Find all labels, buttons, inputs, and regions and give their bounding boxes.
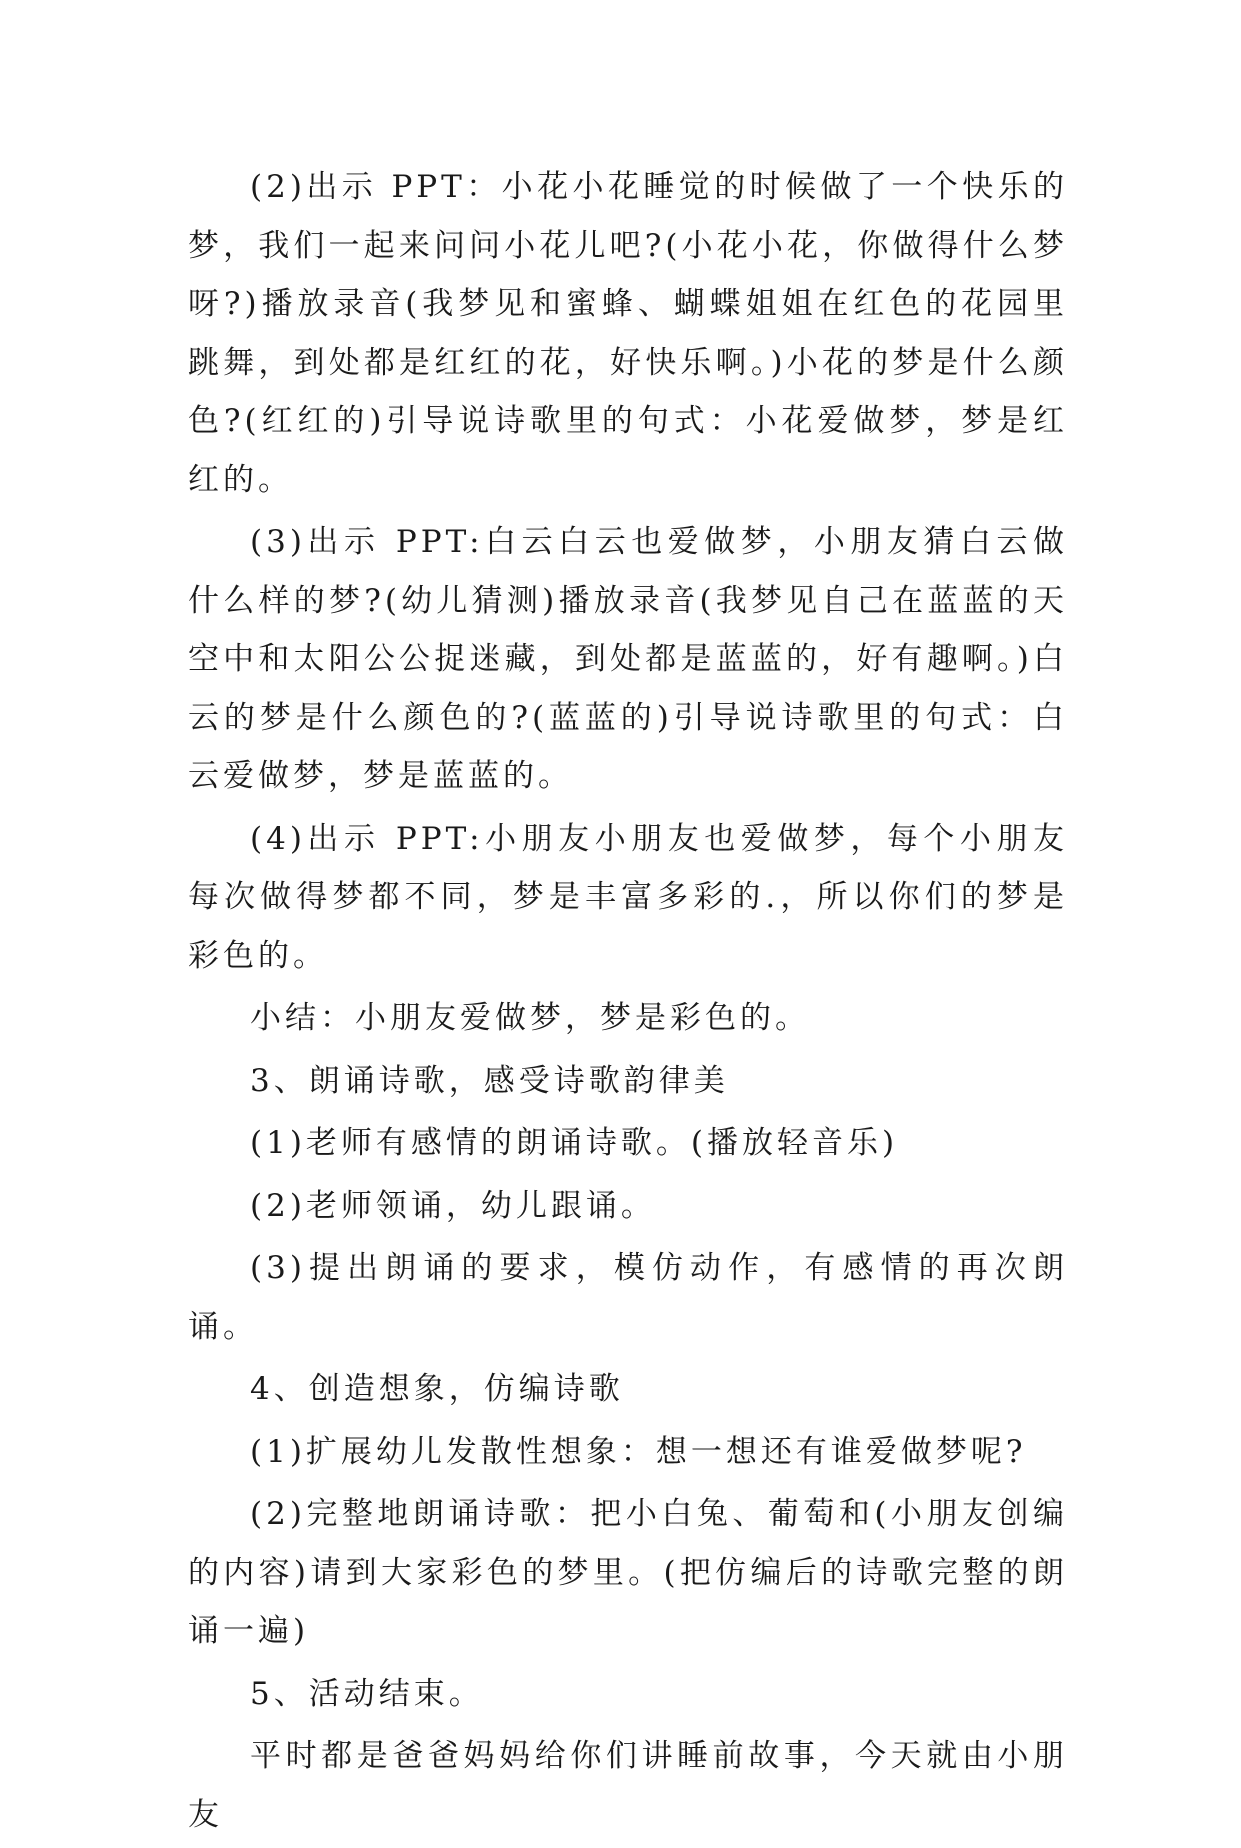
paragraph-imagine-1: (1)扩展幼儿发散性想象：想一想还有谁爱做梦呢? <box>250 1433 1027 1470</box>
paragraph-imagine-2: (2)完整地朗诵诗歌：把小白兔、葡萄和(小朋友创编的内容)请到大家彩色的梦里。(把仿编后的诗歌完整的朗诵一遍) <box>188 1496 1068 1649</box>
section-heading-3: 3、朗诵诗歌，感受诗歌韵律美 <box>250 1062 729 1099</box>
section-heading-4: 4、创造想象，仿编诗歌 <box>250 1371 624 1407</box>
paragraph-step-4: (4)出示 PPT:小朋友小朋友也爱做梦，每个小朋友每次做得梦都不同，梦是丰富多彩的.，所以你们的梦是彩色的。 <box>188 820 1068 974</box>
paragraph-recite-1: (1)老师有感情的朗诵诗歌。(播放轻音乐) <box>250 1125 899 1161</box>
paragraph-recite-3: (3)提出朗诵的要求，模仿动作，有感情的再次朗诵。 <box>188 1250 1068 1345</box>
document-body <box>188 158 1068 1848</box>
section-heading-5: 5、活动结束。 <box>250 1675 484 1712</box>
paragraph-closing: 平时都是爸爸妈妈给你们讲睡前故事，今天就由小朋友 <box>188 1738 1068 1833</box>
paragraph-step-2: (2)出示 PPT：小花小花睡觉的时候做了一个快乐的梦，我们一起来问问小花儿吧?(小花小花，你做得什么梦呀?)播放录音(我梦见和蜜蜂、蝴蝶姐姐在红色的花园里跳舞，到处都是红红的花，好快乐啊。)小花的梦是什么颜色?(红红的)引导说诗歌里的句式：小花爱做梦，梦是红红的。 <box>188 169 1068 498</box>
paragraph-recite-2: (2)老师领诵，幼儿跟诵。 <box>250 1187 656 1224</box>
paragraph-summary: 小结：小朋友爱做梦，梦是彩色的。 <box>250 1000 810 1036</box>
paragraph-step-3: (3)出示 PPT:白云白云也爱做梦，小朋友猜白云做什么样的梦?(幼儿猜测)播放录音(我梦见自己在蓝蓝的天空中和太阳公公捉迷藏，到处都是蓝蓝的，好有趣啊。)白云的梦是什么颜色的?(蓝蓝的)引导说诗歌里的句式：白云爱做梦，梦是蓝蓝的。 <box>188 524 1068 794</box>
